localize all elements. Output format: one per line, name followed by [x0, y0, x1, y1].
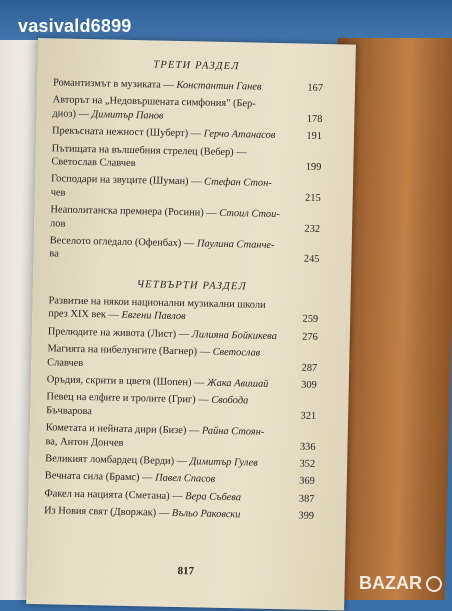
toc-page-number: 369 — [299, 475, 315, 488]
toc-page-number: 232 — [304, 223, 321, 235]
toc-entry-line: Светослав Славчев — [51, 156, 136, 170]
toc-entry — [45, 452, 315, 471]
toc-entry-line: Развитие на някои национални музикални школи — [48, 295, 266, 311]
toc-page-number: 321 — [300, 410, 317, 422]
section-title-4: ЧЕТВЪРТИ РАЗДЕЛ — [136, 279, 248, 293]
toc-entry — [46, 391, 317, 423]
logo-ring-icon — [426, 576, 442, 592]
toc-page-number: 215 — [305, 192, 321, 204]
toc-entry-line: Бъчварова — [46, 405, 93, 418]
toc-entry-line: Вечната сила (Брамс) — Павел Спасов — [44, 470, 216, 486]
bazar-logo: BAZAR — [359, 573, 442, 594]
toc-entry — [53, 76, 323, 95]
toc-entry-line: Веселото огледало (Офенбах) — Паулина Станче- — [49, 235, 275, 251]
toc-page-number: 245 — [303, 254, 320, 266]
page-number: 817 — [177, 565, 195, 578]
toc-entry — [44, 487, 314, 506]
toc-entry-line: Неаполитанска премиера (Росини) — Стоил Стои- — [50, 204, 280, 221]
toc-entry-line: Романтизмът в музиката — Константин Ганев — [52, 77, 262, 93]
toc-entry-line: диоз) — Димитър Панов — [52, 108, 164, 122]
toc-entry — [45, 470, 315, 489]
toc-entry-line: Великият ломбардец (Верди) — Димитър Гулев — [45, 453, 258, 469]
toc-entry-line: Пътищата на вълшебния стрелец (Вебер) — — [51, 142, 247, 158]
toc-entry — [48, 294, 319, 326]
toc-page-number: 276 — [302, 331, 318, 343]
toc-entry — [52, 94, 323, 126]
toc-page-number: 199 — [305, 161, 322, 173]
toc-entry-line: Кометата и нейната дири (Бизе) — Райна Стоян- — [45, 422, 265, 439]
toc-entry — [47, 373, 317, 392]
toc-entry — [50, 203, 321, 235]
toc-entry-line: чев — [50, 187, 66, 199]
toc-entry — [47, 342, 318, 374]
toc-entry-line: лов — [50, 217, 66, 230]
toc-page-number: 287 — [301, 362, 318, 374]
toc-entry-line: Авторът на „Недовършената симфония" (Бер- — [52, 94, 256, 110]
toc-page-number: 387 — [298, 493, 315, 505]
toc-entry — [51, 142, 322, 174]
toc-page-number: 178 — [306, 113, 323, 125]
seller-watermark: vasivald6899 — [18, 16, 132, 36]
section-title-3: ТРЕТИ РАЗДЕЛ — [153, 59, 240, 73]
toc-page-number: 167 — [307, 82, 324, 94]
toc-entry — [52, 125, 322, 144]
toc-entry — [49, 234, 320, 266]
toc-entry-line: през XIX век — Евгени Павлов — [48, 308, 186, 323]
toc-entry-line: Прекъсната нежност (Шуберт) — Герчо Атанасов — [51, 125, 276, 142]
toc-entry-line: ва — [49, 248, 59, 260]
toc-page-number: 399 — [298, 510, 315, 523]
toc-entry-line: Славчев — [47, 356, 84, 369]
toc-entry-line: Оръдия, скрити в цветя (Шопен) — Жака Авишай — [46, 374, 269, 390]
toc-page-number: 191 — [306, 130, 323, 143]
toc-page-number: 352 — [299, 458, 316, 470]
toc-entry-line: Певец на елфите и тролите (Григ) — Свобода — [46, 391, 249, 407]
toc-entry-line: Магията на нибелунгите (Вагнер) — Светослав — [47, 343, 261, 359]
toc-page-number: 309 — [301, 379, 317, 391]
toc-entry-line: Господари на звуците (Шуман) — Стефан Стон- — [50, 173, 272, 190]
toc-page-number: 259 — [302, 313, 319, 326]
toc-entry — [48, 325, 318, 344]
toc-entry-line: Факел на нацията (Сметана) — Вера Събева — [44, 488, 242, 504]
toc-entry-line: ва, Антон Дончев — [45, 435, 124, 449]
toc-entry — [51, 173, 322, 205]
toc-page-number: 336 — [299, 441, 316, 453]
toc-entry-line: Прелюдите на живота (Лист) — Лилияна Бойкикева — [47, 326, 277, 342]
book-page — [26, 38, 356, 611]
toc-entry — [45, 421, 316, 453]
toc-entry-line: Из Новия свят (Дворжак) — Въльо Раковски — [43, 505, 241, 521]
toc-entry — [44, 504, 314, 523]
